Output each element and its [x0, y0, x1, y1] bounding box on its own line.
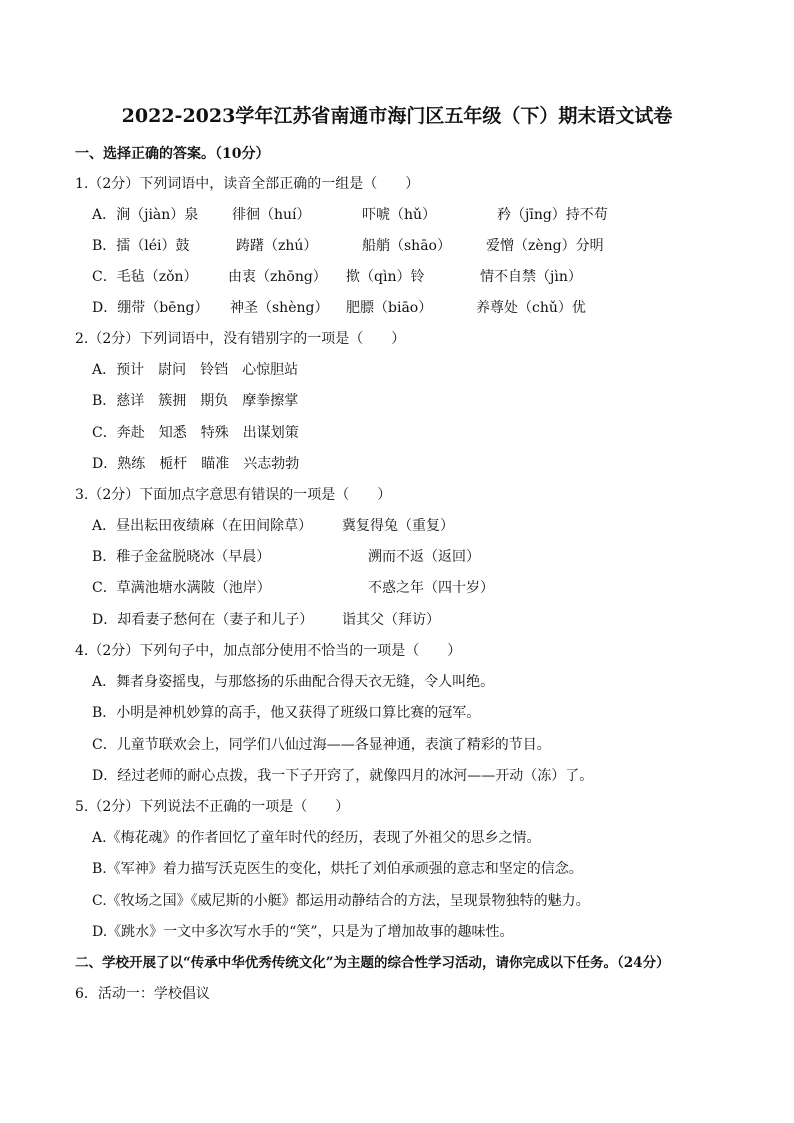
q1-option-d-2: 神圣（shèng）: [230, 300, 329, 316]
q3-option-d-1: D．却看妻子愁何在（妻子和儿子）: [92, 612, 314, 628]
section-2-heading: 二、学校开展了以“传承中华优秀传统文化”为主题的综合性学习活动，请你完成以下任务。（24分）: [75, 955, 670, 971]
question-6-stem: 6．活动一：学校倡议: [75, 986, 210, 1002]
q1-option-c-2: 由衷（zhōng）: [228, 269, 327, 285]
q2-option-a: A．预计 尉问 铃铛 心惊胆站: [92, 362, 299, 378]
q5-option-c: C.《牧场之国》《威尼斯的小艇》都运用动静结合的方法，呈现景物独特的魅力。: [92, 893, 590, 909]
q3-option-b-2: 溯而不返（返回）: [368, 549, 480, 565]
q3-option-c-2: 不惑之年（四十岁）: [368, 580, 494, 596]
q1-option-a-1: A．涧（jiàn）泉: [92, 207, 199, 223]
question-5-stem: 5.（2分）下列说法不正确的一项是（ ）: [75, 799, 350, 815]
question-2-stem: 2.（2分）下列词语中，没有错别字的一项是（ ）: [75, 331, 406, 347]
q1-option-d-3: 肥膘（biāo）: [346, 300, 433, 316]
q4-option-c: C．儿童节联欢会上，同学们八仙过海——各显神通，表演了精彩的节目。: [92, 737, 551, 753]
q4-option-b: B．小明是神机妙算的高手，他又获得了班级口算比赛的冠军。: [92, 705, 481, 721]
q1-option-a-4: 矜（jīng）持不苟: [497, 207, 608, 223]
q1-option-d-1: D．绷带（bēng）: [92, 300, 209, 316]
q1-option-c-4: 情不自禁（jìn）: [480, 269, 582, 285]
question-4-stem: 4.（2分）下列句子中，加点部分使用不恰当的一项是（ ）: [75, 643, 462, 659]
question-3-stem: 3.（2分）下面加点字意思有错误的一项是（ ）: [75, 487, 392, 503]
page-title: 2022-2023学年江苏省南通市海门区五年级（下）期末语文试卷: [121, 105, 673, 127]
q1-option-d-4: 养尊处（chǔ）优: [476, 300, 586, 316]
q5-option-a: A.《梅花魂》的作者回忆了童年时代的经历，表现了外祖父的思乡之情。: [92, 830, 541, 846]
q3-option-a-2: 冀复得兔（重复）: [342, 518, 454, 534]
q5-option-d: D.《跳水》一文中多次写水手的“笑”，只是为了增加故事的趣味性。: [92, 924, 514, 940]
q1-option-c-1: C．毛毡（zǒn）: [92, 269, 198, 285]
q3-option-b-1: B．稚子金盆脱晓冰（早晨）: [92, 549, 271, 565]
q3-option-d-2: 诣其父（拜访）: [342, 612, 440, 628]
q4-option-a: A．舞者身姿摇曳，与那悠扬的乐曲配合得天衣无缝，令人叫绝。: [92, 674, 495, 690]
q3-option-a-1: A．昼出耘田夜绩麻（在田间除草）: [92, 518, 313, 534]
q2-option-d: D．熟练 栀杆 瞄准 兴志勃勃: [92, 456, 300, 472]
q1-option-b-1: B．擂（léi）鼓: [92, 238, 190, 254]
q1-option-c-3: 揿（qìn）铃: [346, 269, 425, 285]
q1-option-b-3: 船艄（shāo）: [362, 238, 451, 254]
section-1-heading: 一、选择正确的答案。（10分）: [75, 146, 270, 162]
question-1-stem: 1.（2分）下列词语中，读音全部正确的一组是（ ）: [75, 176, 420, 192]
q1-option-b-4: 爱憎（zèng）分明: [486, 238, 604, 254]
q2-option-c: C．奔赴 知悉 特殊 出谋划策: [92, 425, 299, 441]
q1-option-a-3: 吓唬（hǔ）: [362, 207, 437, 223]
q5-option-b: B.《军神》着力描写沃克医生的变化，烘托了刘伯承顽强的意志和坚定的信念。: [92, 861, 583, 877]
q3-option-c-1: C．草满池塘水满陂（池岸）: [92, 580, 271, 596]
q4-option-d: D．经过老师的耐心点拨，我一下子开窍了，就像四月的冰河——开动（冻）了。: [92, 768, 594, 784]
q1-option-b-2: 踌躇（zhú）: [236, 238, 318, 254]
q2-option-b: B．慈详 簇拥 期负 摩拳擦掌: [92, 393, 299, 409]
q1-option-a-2: 徘徊（huí）: [232, 207, 311, 223]
